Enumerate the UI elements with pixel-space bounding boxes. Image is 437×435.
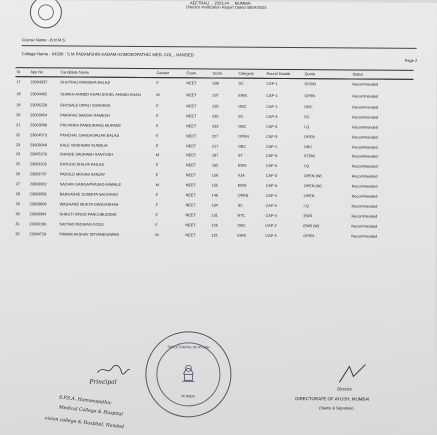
cell-name: KALE VAISHNAVI KUNDLIK bbox=[59, 140, 155, 151]
cell-app-no: 23003808 bbox=[29, 199, 59, 209]
cell-sr: 22 bbox=[15, 130, 29, 140]
cell-category: VJA bbox=[237, 171, 265, 181]
cell-category: OPEN bbox=[237, 191, 265, 201]
cell-round: CAP-4 bbox=[265, 181, 303, 191]
col-candidate-name: Candidate Name bbox=[59, 68, 155, 78]
header-line-2: Director Verification Report Dated 08/04/2024 bbox=[186, 4, 267, 10]
col-status: Status bbox=[351, 70, 413, 80]
cell-name: DHOTRAJ MANISHA BALAJI bbox=[59, 77, 155, 88]
cell-gender: M bbox=[155, 181, 185, 191]
cell-name: PAWAR AKSHAY DNYANESHWAR bbox=[58, 229, 154, 240]
cell-category: NTC bbox=[236, 211, 264, 221]
cell-round: CAP-4 bbox=[265, 161, 303, 171]
cell-exam: NEET bbox=[184, 210, 210, 220]
cell-round: CAP-4 bbox=[265, 201, 303, 211]
cell-sr: 28 bbox=[15, 189, 29, 199]
cell-quota: I.Q. bbox=[303, 201, 351, 211]
cell-score: 134 bbox=[211, 201, 237, 211]
government-emblem-logo bbox=[30, 0, 62, 28]
cell-name: SHRUTI VINOD PANCHBUDDHE bbox=[58, 210, 154, 221]
cell-status: Recommended bbox=[351, 113, 413, 123]
cell-exam: NEET bbox=[185, 102, 211, 112]
cell-quota: OPEN bbox=[303, 89, 351, 102]
cell-status: Recommended bbox=[351, 172, 413, 182]
cell-round: CAP-1 bbox=[265, 142, 303, 152]
cell-score: 119 bbox=[210, 230, 236, 240]
cell-name: SHAIKH AHMED KHAN SOHEL AHMAD KHAN bbox=[59, 88, 155, 102]
cell-gender: F bbox=[154, 210, 184, 220]
principal-seal-line-1: S.P.S.A. Homoeopathic bbox=[59, 395, 112, 406]
cell-score: 238 bbox=[211, 78, 237, 89]
cell-status: Recommended bbox=[350, 231, 412, 241]
cell-status: Recommended bbox=[351, 79, 413, 90]
cell-category: OBC bbox=[237, 142, 265, 152]
cell-status: Recommended bbox=[351, 132, 413, 142]
cell-category: EWS bbox=[237, 161, 265, 171]
cell-score: 146 bbox=[211, 191, 237, 201]
cell-name: BHOSALE DIPALI SUBHASH bbox=[59, 101, 155, 112]
cell-category: EWS bbox=[237, 181, 265, 191]
cell-round: CAP-4 bbox=[265, 191, 303, 201]
cell-status: Recommended bbox=[351, 152, 413, 162]
cell-round: CAP-3 bbox=[265, 112, 303, 122]
table-row bbox=[14, 229, 412, 242]
cell-app-no: 23003658 bbox=[29, 190, 59, 200]
col-gender: Gender bbox=[155, 69, 185, 79]
cell-sr: 20 bbox=[15, 110, 29, 120]
cell-sr: 26 bbox=[15, 170, 29, 180]
col-exam: Exam. bbox=[185, 69, 211, 79]
cell-name: RATHOD SHILPA KAILAS bbox=[59, 160, 155, 171]
cell-quota: OBC bbox=[303, 142, 351, 152]
admission-table bbox=[14, 67, 413, 242]
cell-quota: ST(W) bbox=[303, 152, 351, 162]
cell-app-no: 23003190 bbox=[28, 219, 58, 229]
cell-score: 131 bbox=[210, 211, 236, 221]
cell-quota: OPEN bbox=[302, 231, 350, 241]
cell-category: EWS bbox=[236, 231, 264, 241]
cell-app-no: 23004405 bbox=[29, 88, 59, 101]
cell-quota: OPEN (W) bbox=[303, 182, 351, 192]
header-line-1: AEETRAU ... 2023-24 ... MUMBAI bbox=[190, 0, 251, 5]
cell-sr: 24 bbox=[15, 150, 29, 160]
col-sr: Sr. bbox=[15, 68, 29, 78]
col-quota: Quota bbox=[303, 70, 351, 80]
stamp-signature-note: (Stamp & Signature) bbox=[319, 406, 353, 410]
cell-exam: NEET bbox=[185, 161, 211, 171]
cell-category: OBC bbox=[236, 221, 264, 231]
cell-quota: OPEN (W) bbox=[303, 172, 351, 182]
cell-app-no: 23005228 bbox=[29, 101, 59, 111]
cell-exam: NEET bbox=[185, 141, 211, 151]
page-number: Page 2 bbox=[405, 58, 418, 63]
ashoka-emblem-icon bbox=[179, 358, 197, 384]
cell-gender: F bbox=[155, 111, 185, 121]
cell-sr: 25 bbox=[15, 160, 29, 170]
cell-round: CAP-1 bbox=[265, 89, 303, 102]
cell-score: 156 bbox=[211, 171, 237, 181]
cell-round: CAP-3 bbox=[265, 132, 303, 142]
director-title: Director bbox=[337, 386, 352, 391]
cell-status: Recommended bbox=[351, 142, 413, 152]
cell-gender: F bbox=[155, 161, 185, 171]
cell-app-no: 23003964 bbox=[28, 209, 58, 219]
cell-gender: M bbox=[155, 88, 185, 101]
cell-gender: F bbox=[155, 131, 185, 141]
cell-category: OPEN bbox=[237, 132, 265, 142]
cell-category: SC bbox=[237, 112, 265, 122]
cell-status: Recommended bbox=[350, 221, 412, 231]
cell-sr: 19 bbox=[15, 100, 29, 110]
cell-sr: 18 bbox=[15, 87, 29, 100]
cell-score: 235 bbox=[211, 112, 237, 122]
cell-gender: F bbox=[155, 101, 185, 111]
cell-score: 187 bbox=[211, 151, 237, 161]
col-category: Category bbox=[237, 69, 265, 79]
cell-exam: NEET bbox=[185, 121, 211, 131]
cell-name: SACHIN GANGAPRASAD KAWALE bbox=[59, 180, 155, 191]
cell-exam: NEET bbox=[185, 111, 211, 121]
cell-name: PAKHRAJ SAKSHI RAMESH bbox=[59, 111, 155, 122]
cell-exam: NEET bbox=[185, 191, 211, 201]
cell-sr: 32 bbox=[14, 229, 28, 239]
cell-quota: SC(W) bbox=[303, 79, 351, 90]
cell-round: CAP-1 bbox=[265, 102, 303, 112]
cell-round: CAP-1 bbox=[265, 79, 303, 90]
cell-status: Recommended bbox=[351, 182, 413, 192]
cell-round: CAP-3 bbox=[265, 122, 303, 132]
cell-sr: 23 bbox=[15, 140, 29, 150]
cell-app-no: 23004337 bbox=[29, 77, 59, 88]
cell-quota: I.Q. bbox=[303, 122, 351, 132]
cell-sr: 27 bbox=[15, 180, 29, 190]
cell-app-no: 23003954 bbox=[29, 110, 59, 120]
cell-app-no: 23003105 bbox=[29, 160, 59, 170]
cell-app-no: 23003588 bbox=[29, 120, 59, 130]
cell-sr: 31 bbox=[14, 219, 28, 229]
cell-status: Recommended bbox=[350, 212, 412, 222]
cell-round: CAP-4 bbox=[264, 211, 302, 221]
cell-status: Recommended bbox=[351, 192, 413, 202]
cell-sr: 30 bbox=[14, 209, 28, 219]
cell-score: 227 bbox=[211, 131, 237, 141]
cell-app-no: 23004573 bbox=[29, 130, 59, 140]
cell-exam: NEET bbox=[184, 220, 210, 230]
cell-exam: NEET bbox=[185, 151, 211, 161]
cell-score: 165 bbox=[211, 161, 237, 171]
col-score: Score bbox=[211, 69, 237, 79]
cell-gender: F bbox=[155, 78, 185, 89]
cell-exam: NEET bbox=[185, 89, 211, 102]
cell-status: Recommended bbox=[351, 123, 413, 133]
cell-exam: NEET bbox=[185, 131, 211, 141]
cell-gender: F bbox=[155, 200, 185, 210]
seal-top-text: DIRECTORATE OF AYUSH bbox=[147, 345, 231, 350]
cell-app-no: 23004729 bbox=[28, 229, 58, 239]
cell-app-no: 23003797 bbox=[29, 170, 59, 180]
cell-quota: OPEN bbox=[303, 191, 351, 201]
cell-status: Recommended bbox=[351, 103, 413, 113]
seal-bottom-text: MUMBAI bbox=[146, 394, 230, 399]
cell-exam: NEET bbox=[185, 78, 211, 89]
cell-gender: F bbox=[154, 220, 184, 230]
cell-name: WAGHARE MUKTA GANGADHAR bbox=[59, 200, 155, 211]
cell-name: PRIYANKA PANDURANG MUPADE bbox=[59, 120, 155, 131]
cell-score: 217 bbox=[211, 141, 237, 151]
cell-round: CAP-3 bbox=[265, 171, 303, 181]
cell-status: Recommended bbox=[351, 90, 413, 103]
cell-category: SC bbox=[237, 79, 265, 90]
cell-score: 155 bbox=[211, 181, 237, 191]
cell-status: Recommended bbox=[351, 202, 413, 212]
director-office: DIRECTORATE OF AYUSH, MUMBAI bbox=[295, 396, 369, 402]
cell-quota: I.Q. bbox=[303, 162, 351, 172]
principal-seal-line-3: vision college & Hospital, Nanded bbox=[45, 416, 125, 430]
cell-sr: 17 bbox=[15, 77, 29, 87]
cell-sr: 21 bbox=[15, 120, 29, 130]
cell-category: OBC bbox=[237, 122, 265, 132]
cell-round: CAP-2 bbox=[264, 221, 302, 231]
course-name: Course Name - B.H.M.S. bbox=[22, 37, 66, 42]
header-divider bbox=[22, 45, 417, 49]
col-round-details: Round Details bbox=[265, 69, 303, 79]
cell-status: Recommended bbox=[351, 162, 413, 172]
cell-name: SHINDE SAURABH SANTOSH bbox=[59, 150, 155, 161]
cell-category: EWS bbox=[237, 89, 265, 102]
cell-score: 237 bbox=[211, 89, 237, 102]
cell-gender: M bbox=[154, 230, 184, 240]
cell-quota: OPEN bbox=[303, 132, 351, 142]
cell-exam: NEET bbox=[185, 171, 211, 181]
cell-score: 126 bbox=[210, 220, 236, 230]
cell-round: CAP-3 bbox=[265, 152, 303, 162]
cell-gender: M bbox=[155, 151, 185, 161]
col-app-no: App No bbox=[29, 68, 59, 78]
cell-quota: EWS (W) bbox=[302, 221, 350, 231]
principal-signature bbox=[95, 363, 131, 377]
cell-quota: EWS bbox=[302, 211, 350, 221]
cell-name: PADOLE MOHINI SANJAY bbox=[59, 170, 155, 181]
cell-name: PANCHAL GANGASAGAR BALAJI bbox=[59, 130, 155, 141]
director-signature bbox=[335, 362, 369, 384]
cell-sr: 29 bbox=[15, 199, 29, 209]
cell-round: CAP-3 bbox=[264, 231, 302, 241]
cell-app-no: 23003962 bbox=[29, 180, 59, 190]
cell-exam: NEET bbox=[185, 181, 211, 191]
cell-category: SC bbox=[237, 201, 265, 211]
cell-app-no: 23003949 bbox=[29, 140, 59, 150]
principal-title: Principal bbox=[89, 379, 116, 386]
college-name: College Name - 04336 : S M PADAMSHRI KADAM HOMOEOPATHIC MED. COL., NANDED bbox=[22, 51, 194, 57]
cell-score: 233 bbox=[211, 122, 237, 132]
cell-gender: F bbox=[155, 190, 185, 200]
cell-quota: OBC bbox=[303, 102, 351, 112]
cell-score: 235 bbox=[211, 102, 237, 112]
cell-category: ST bbox=[237, 151, 265, 161]
principal-seal-line-2: Medical College & Hospital bbox=[59, 405, 123, 417]
cell-gender: F bbox=[155, 171, 185, 181]
cell-gender: F bbox=[155, 121, 185, 131]
cell-quota: SC bbox=[303, 112, 351, 122]
cell-name: SAYYAD MUSKAN GOUS bbox=[58, 219, 154, 230]
cell-app-no: 23005378 bbox=[29, 150, 59, 160]
cell-name: BARKARAE SUSMITA NAGORAO bbox=[59, 190, 155, 201]
cell-category: OBC bbox=[237, 102, 265, 112]
cell-gender: F bbox=[155, 141, 185, 151]
directorate-seal-stamp bbox=[145, 331, 232, 418]
cell-exam: NEET bbox=[185, 200, 211, 210]
cell-exam: NEET bbox=[184, 230, 210, 240]
